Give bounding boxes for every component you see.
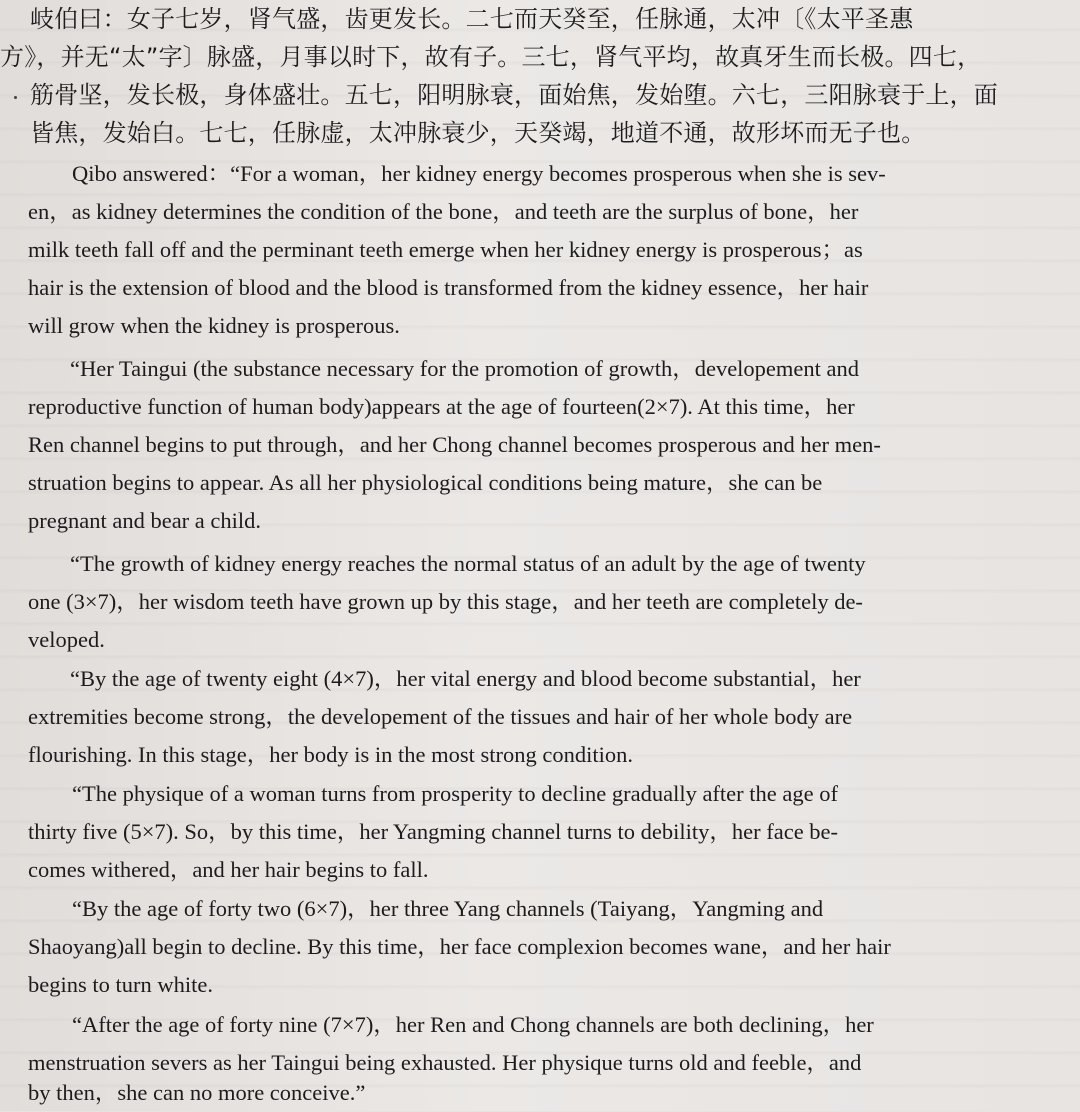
english-p1-line-2: en，as kidney determines the condition of the bone，and teeth are the surplus of bone，her [28,199,859,224]
chinese-line-3: 筋骨坚，发长极，身体盛壮。五七，阳明脉衰，面始焦，发始堕。六七，三阳脉衰于上，面 [30,81,998,109]
english-p3-line-1: “The growth of kidney energy reaches the normal status of an adult by the age of twenty [70,551,866,576]
english-p1-line-5: will grow when the kidney is prosperous. [28,313,400,338]
english-p3-line-3: veloped. [28,627,105,652]
english-p3-line-2: one (3×7)，her wisdom teeth have grown up by this stage，and her teeth are completely de- [28,589,863,614]
english-p1-line-4: hair is the extension of blood and the blood is transformed from the kidney essence，her hair [28,275,869,300]
english-p4-line-1: “By the age of twenty eight (4×7)，her vital energy and blood become substantial，her [70,666,861,691]
english-p2-line-4: struation begins to appear. As all her physiological conditions being mature，she can be [28,470,823,495]
english-p6-line-1: “By the age of forty two (6×7)，her three Yang channels (Taiyang，Yangming and [72,896,824,921]
english-p2-line-1: “Her Taingui (the substance necessary for the promotion of growth，developement and [70,356,860,381]
english-p6-line-2: Shaoyang)all begin to decline. By this time，her face complexion becomes wane，and her hair [28,934,891,959]
english-p5-line-1: “The physique of a woman turns from prosperity to decline gradually after the age of [72,781,838,806]
english-p5-line-2: thirty five (5×7). So，by this time，her Yangming channel turns to debility，her face be- [28,819,839,844]
english-p4-line-2: extremities become strong，the developement of the tissues and hair of her whole body are [28,704,853,729]
english-p1-line-1: Qibo answered：“For a woman，her kidney energy becomes prosperous when she is sev- [72,161,886,186]
chinese-line-1: 岐伯曰：女子七岁，肾气盛，齿更发长。二七而天癸至，任脉通，太冲〔《太平圣惠 [30,5,914,33]
english-p4-line-3: flourishing. In this stage，her body is in the most strong condition. [28,742,633,767]
english-p1-line-3: milk teeth fall off and the perminant teeth emerge when her kidney energy is prosperous；as [28,237,863,262]
english-p2-line-2: reproductive function of human body)appears at the age of fourteen(2×7). At this time，her [28,394,855,419]
english-p2-line-3: Ren channel begins to put through，and her Chong channel becomes prosperous and her men- [28,432,881,457]
english-p7-line-1: “After the age of forty nine (7×7)，her Ren and Chong channels are both declining，her [72,1012,874,1037]
english-p6-line-3: begins to turn white. [28,972,213,997]
chinese-line-4: 皆焦，发始白。七七，任脉虚，太冲脉衰少，天癸竭，地道不通，故形坏而无子也。 [30,119,926,147]
english-p7-line-2: menstruation severs as her Taingui being exhausted. Her physique turns old and feeble，and [28,1050,862,1075]
margin-dot [14,96,17,99]
chinese-line-2: 方》，并无“太”字〕脉盛，月事以时下，故有子。三七，肾气平均，故真牙生而长极。四七， [0,43,982,71]
english-p5-line-3: comes withered，and her hair begins to fall. [28,857,429,882]
english-p7-line-3: by then，she can no more conceive.” [28,1080,366,1105]
english-p2-line-5: pregnant and bear a child. [28,508,262,533]
